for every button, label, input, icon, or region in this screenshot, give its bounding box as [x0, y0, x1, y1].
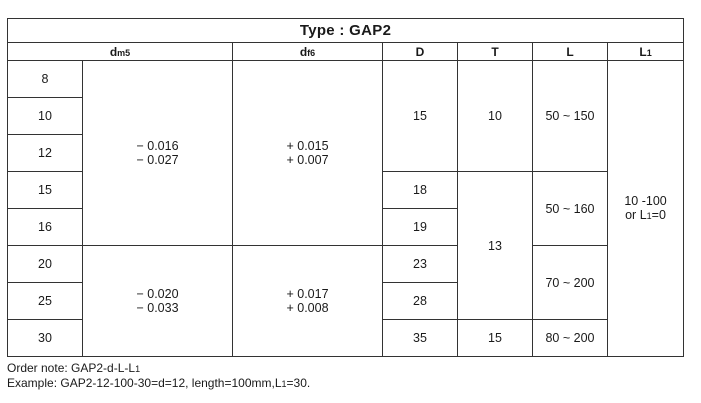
D-value: 35	[383, 320, 458, 357]
L-value: 70 ~ 200	[533, 246, 608, 320]
df6-tolerance: + 0.017 + 0.008	[233, 246, 383, 357]
d-value: 20	[8, 246, 83, 283]
table-row	[8, 246, 684, 283]
example-note: Example: GAP2-12-100-30=d=12, length=100mm,L1=30.	[7, 376, 311, 390]
header-df6: df6	[233, 43, 383, 61]
d-value: 15	[8, 172, 83, 209]
T-value: 10	[458, 61, 533, 172]
D-value: 28	[383, 283, 458, 320]
header-D: D	[383, 43, 458, 61]
table-title: Type : GAP2	[8, 19, 684, 43]
header-L1: L1	[608, 43, 684, 61]
header-dm5: dm5	[8, 43, 233, 61]
D-value: 15	[383, 61, 458, 172]
L-value: 50 ~ 160	[533, 172, 608, 246]
d-value: 10	[8, 98, 83, 135]
d-value: 30	[8, 320, 83, 357]
L-value: 80 ~ 200	[533, 320, 608, 357]
header-L: L	[533, 43, 608, 61]
D-value: 19	[383, 209, 458, 246]
table-row	[8, 61, 684, 98]
d-value: 12	[8, 135, 83, 172]
d-value: 16	[8, 209, 83, 246]
header-T: T	[458, 43, 533, 61]
dm5-tolerance: − 0.020 − 0.033	[83, 246, 233, 357]
L-value: 50 ~ 150	[533, 61, 608, 172]
T-value: 15	[458, 320, 533, 357]
order-note: Order note: GAP2-d-L-L1	[7, 361, 141, 375]
L1-value: 10 -100 or L1=0	[608, 61, 684, 357]
d-value: 8	[8, 61, 83, 98]
df6-tolerance: + 0.015 + 0.007	[233, 61, 383, 246]
T-value: 13	[458, 172, 533, 320]
dm5-tolerance: − 0.016 − 0.027	[83, 61, 233, 246]
D-value: 23	[383, 246, 458, 283]
D-value: 18	[383, 172, 458, 209]
d-value: 25	[8, 283, 83, 320]
spec-table	[7, 18, 684, 357]
